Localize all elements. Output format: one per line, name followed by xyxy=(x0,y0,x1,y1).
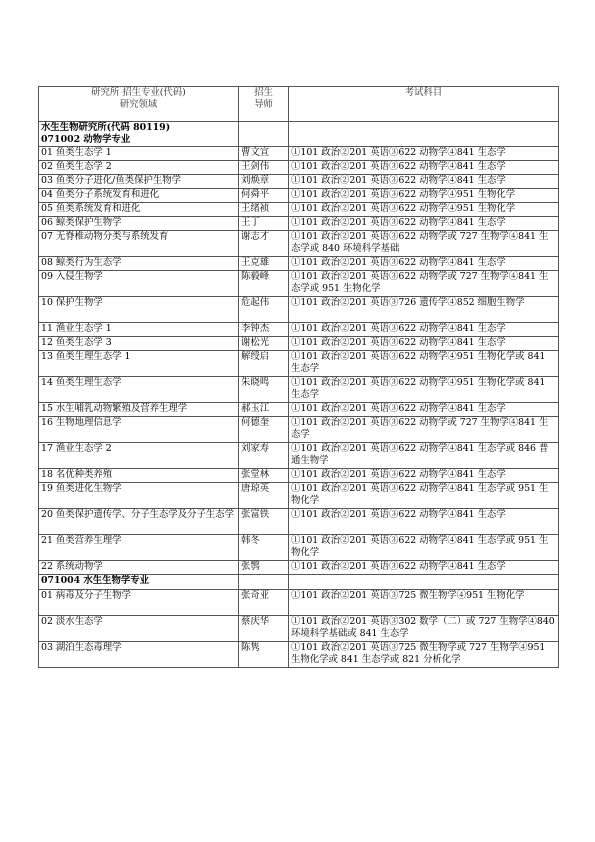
exam-cell: ①101 政治②201 英语③622 动物学④841 生态学或 951 生物化学 xyxy=(289,483,559,509)
institute-cell xyxy=(39,122,239,147)
institute-row xyxy=(39,122,559,147)
exam-cell: ①101 政治②201 英语③622 动物学④841 生态学 xyxy=(289,469,559,483)
table-row xyxy=(39,469,559,483)
exam-cell: ①101 政治②201 英语③622 动物学④841 生态学 xyxy=(289,161,559,175)
table-row xyxy=(39,189,559,203)
advisor-cell: 曹文宣 xyxy=(239,147,289,161)
exam-cell: ①101 政治②201 英语③725 微生物学④951 生物化学 xyxy=(289,590,559,616)
field-cell: 12 鱼类生态学 3 xyxy=(39,337,239,351)
header-advisor xyxy=(239,87,289,122)
advisor-cell: 刘家寿 xyxy=(239,443,289,469)
exam-cell: ①101 政治②201 英语③622 动物学④841 生态学 xyxy=(289,509,559,535)
exam-cell: ①101 政治②201 英语③622 动物学或 727 生物学④841 生态学 xyxy=(289,417,559,443)
advisor-cell: 陈隽 xyxy=(239,642,289,668)
table-row xyxy=(39,509,559,535)
exam-cell: ①101 政治②201 英语③622 动物学或 727 生物学④841 生态学或 951 生物化学 xyxy=(289,271,559,297)
advisor-cell: 王克雄 xyxy=(239,257,289,271)
section-empty-exam xyxy=(289,575,559,590)
table-row xyxy=(39,337,559,351)
exam-cell: ①101 政治②201 英语③302 数学（二）或 727 生物学④840 环境科学基础或 841 生态学 xyxy=(289,616,559,642)
institute-empty-exam xyxy=(289,122,559,147)
header-advisor-line2: 导师 xyxy=(254,99,273,110)
field-cell: 13 鱼类生理生态学 1 xyxy=(39,351,239,377)
advisor-cell: 解绶启 xyxy=(239,351,289,377)
institute-empty-advisor xyxy=(239,122,289,147)
field-cell: 06 鲸类保护生物学 xyxy=(39,217,239,231)
exam-cell: ①101 政治②201 英语③622 动物学④841 生态学 xyxy=(289,323,559,337)
field-cell: 07 无脊椎动物分类与系统发育 xyxy=(39,231,239,257)
exam-cell: ①101 政治②201 英语③622 动物学④841 生态学 xyxy=(289,561,559,575)
major-zoology: 071002 动物学专业 xyxy=(41,134,131,145)
exam-cell: ①101 政治②201 英语③622 动物学④951 生物化学 xyxy=(289,203,559,217)
table-row xyxy=(39,271,559,297)
table-row xyxy=(39,217,559,231)
advisor-cell: 张富铁 xyxy=(239,509,289,535)
field-cell: 02 淡水生态学 xyxy=(39,616,239,642)
table-row xyxy=(39,590,559,616)
field-cell: 15 水生哺乳动物繁殖及营养生理学 xyxy=(39,403,239,417)
exam-cell: ①101 政治②201 英语③622 动物学④841 生态学 xyxy=(289,337,559,351)
advisor-cell: 王剑伟 xyxy=(239,161,289,175)
table-row xyxy=(39,483,559,509)
header-field-line1: 研究所 招生专业(代码) xyxy=(91,87,186,98)
exam-cell: ①101 政治②201 英语③622 动物学④951 生物化学或 841 生态学 xyxy=(289,377,559,403)
header-field-line2: 研究领域 xyxy=(119,99,158,110)
table-row xyxy=(39,616,559,642)
advisor-cell: 郝玉江 xyxy=(239,403,289,417)
advisor-cell: 张堂林 xyxy=(239,469,289,483)
exam-cell: ①101 政治②201 英语③622 动物学④841 生态学或 846 普通生物学 xyxy=(289,443,559,469)
advisor-cell: 张奇亚 xyxy=(239,590,289,616)
field-cell: 19 鱼类进化生物学 xyxy=(39,483,239,509)
field-cell: 17 渔业生态学 2 xyxy=(39,443,239,469)
field-cell: 16 生物地理信息学 xyxy=(39,417,239,443)
exam-cell: ①101 政治②201 英语③622 动物学④951 生物化学或 841 生态学 xyxy=(289,351,559,377)
table-row xyxy=(39,231,559,257)
exam-cell: ①101 政治②201 英语③622 动物学④841 生态学 xyxy=(289,175,559,189)
field-cell: 20 鱼类保护遗传学、分子生态学及分子生态学 xyxy=(39,509,239,535)
field-cell: 10 保护生物学 xyxy=(39,297,239,323)
advisor-cell: 蔡庆华 xyxy=(239,616,289,642)
field-cell: 08 鲸类行为生态学 xyxy=(39,257,239,271)
field-cell: 04 鱼类分子系统发育和进化 xyxy=(39,189,239,203)
table-row xyxy=(39,535,559,561)
section-empty-advisor xyxy=(239,575,289,590)
table-row xyxy=(39,642,559,668)
advisor-cell: 朱晓鸣 xyxy=(239,377,289,403)
exam-cell: ①101 政治②201 英语③726 遗传学④852 细胞生物学 xyxy=(289,297,559,323)
zoology-rows xyxy=(39,147,559,575)
advisor-cell: 韩冬 xyxy=(239,535,289,561)
table-row xyxy=(39,443,559,469)
exam-cell: ①101 政治②201 英语③622 动物学或 727 生物学④841 生态学或 840 环境科学基础 xyxy=(289,231,559,257)
field-cell: 05 鱼类系统发育和进化 xyxy=(39,203,239,217)
hydrobiology-rows xyxy=(39,590,559,668)
field-cell: 01 鱼类生态学 1 xyxy=(39,147,239,161)
advisor-cell: 刘焕章 xyxy=(239,175,289,189)
advisor-cell: 危起伟 xyxy=(239,297,289,323)
advisor-cell: 何德奎 xyxy=(239,417,289,443)
field-cell: 03 鱼类分子进化/鱼类保护生物学 xyxy=(39,175,239,189)
table-row xyxy=(39,175,559,189)
table-header-row xyxy=(39,87,559,122)
table-row xyxy=(39,147,559,161)
exam-cell: ①101 政治②201 英语③622 动物学④841 生态学 xyxy=(289,257,559,271)
field-cell: 09 入侵生物学 xyxy=(39,271,239,297)
advisor-cell: 张鹗 xyxy=(239,561,289,575)
exam-cell: ①101 政治②201 英语③622 动物学④841 生态学或 951 生物化学 xyxy=(289,535,559,561)
field-cell: 21 鱼类营养生理学 xyxy=(39,535,239,561)
table-row xyxy=(39,403,559,417)
exam-cell: ①101 政治②201 英语③622 动物学④841 生态学 xyxy=(289,217,559,231)
header-advisor-line1: 招生 xyxy=(254,87,273,98)
advisor-cell: 谢松光 xyxy=(239,337,289,351)
exam-table xyxy=(38,86,559,668)
advisor-cell: 谢志才 xyxy=(239,231,289,257)
table-row xyxy=(39,561,559,575)
header-field xyxy=(39,87,239,122)
advisor-cell: 王绪祯 xyxy=(239,203,289,217)
advisor-cell: 唐琼英 xyxy=(239,483,289,509)
field-cell: 22 系统动物学 xyxy=(39,561,239,575)
advisor-cell: 何舜平 xyxy=(239,189,289,203)
table-row xyxy=(39,203,559,217)
field-cell: 11 渔业生态学 1 xyxy=(39,323,239,337)
institute-name: 水生生物研究所(代码 80119) xyxy=(41,122,171,133)
exam-cell: ①101 政治②201 英语③622 动物学④841 生态学 xyxy=(289,403,559,417)
advisor-cell: 李钟杰 xyxy=(239,323,289,337)
field-cell: 03 湖泊生态毒理学 xyxy=(39,642,239,668)
table-row xyxy=(39,417,559,443)
header-exam: 考试科目 xyxy=(289,87,559,122)
field-cell: 18 名优种类养殖 xyxy=(39,469,239,483)
section-row xyxy=(39,575,559,590)
table-row xyxy=(39,161,559,175)
table-row xyxy=(39,257,559,271)
table-row xyxy=(39,323,559,337)
major-hydrobiology: 071004 水生生物学专业 xyxy=(39,575,239,590)
exam-cell: ①101 政治②201 英语③622 动物学④951 生物化学 xyxy=(289,189,559,203)
field-cell: 02 鱼类生态学 2 xyxy=(39,161,239,175)
exam-cell: ①101 政治②201 英语③622 动物学④841 生态学 xyxy=(289,147,559,161)
field-cell: 01 病毒及分子生物学 xyxy=(39,590,239,616)
table-row xyxy=(39,377,559,403)
exam-cell: ①101 政治②201 英语③725 微生物学或 727 生物学④951 生物化学或 841 生态学或 821 分析化学 xyxy=(289,642,559,668)
table-row xyxy=(39,297,559,323)
advisor-cell: 王丁 xyxy=(239,217,289,231)
advisor-cell: 陈毅峰 xyxy=(239,271,289,297)
table-row xyxy=(39,351,559,377)
field-cell: 14 鱼类生理生态学 xyxy=(39,377,239,403)
